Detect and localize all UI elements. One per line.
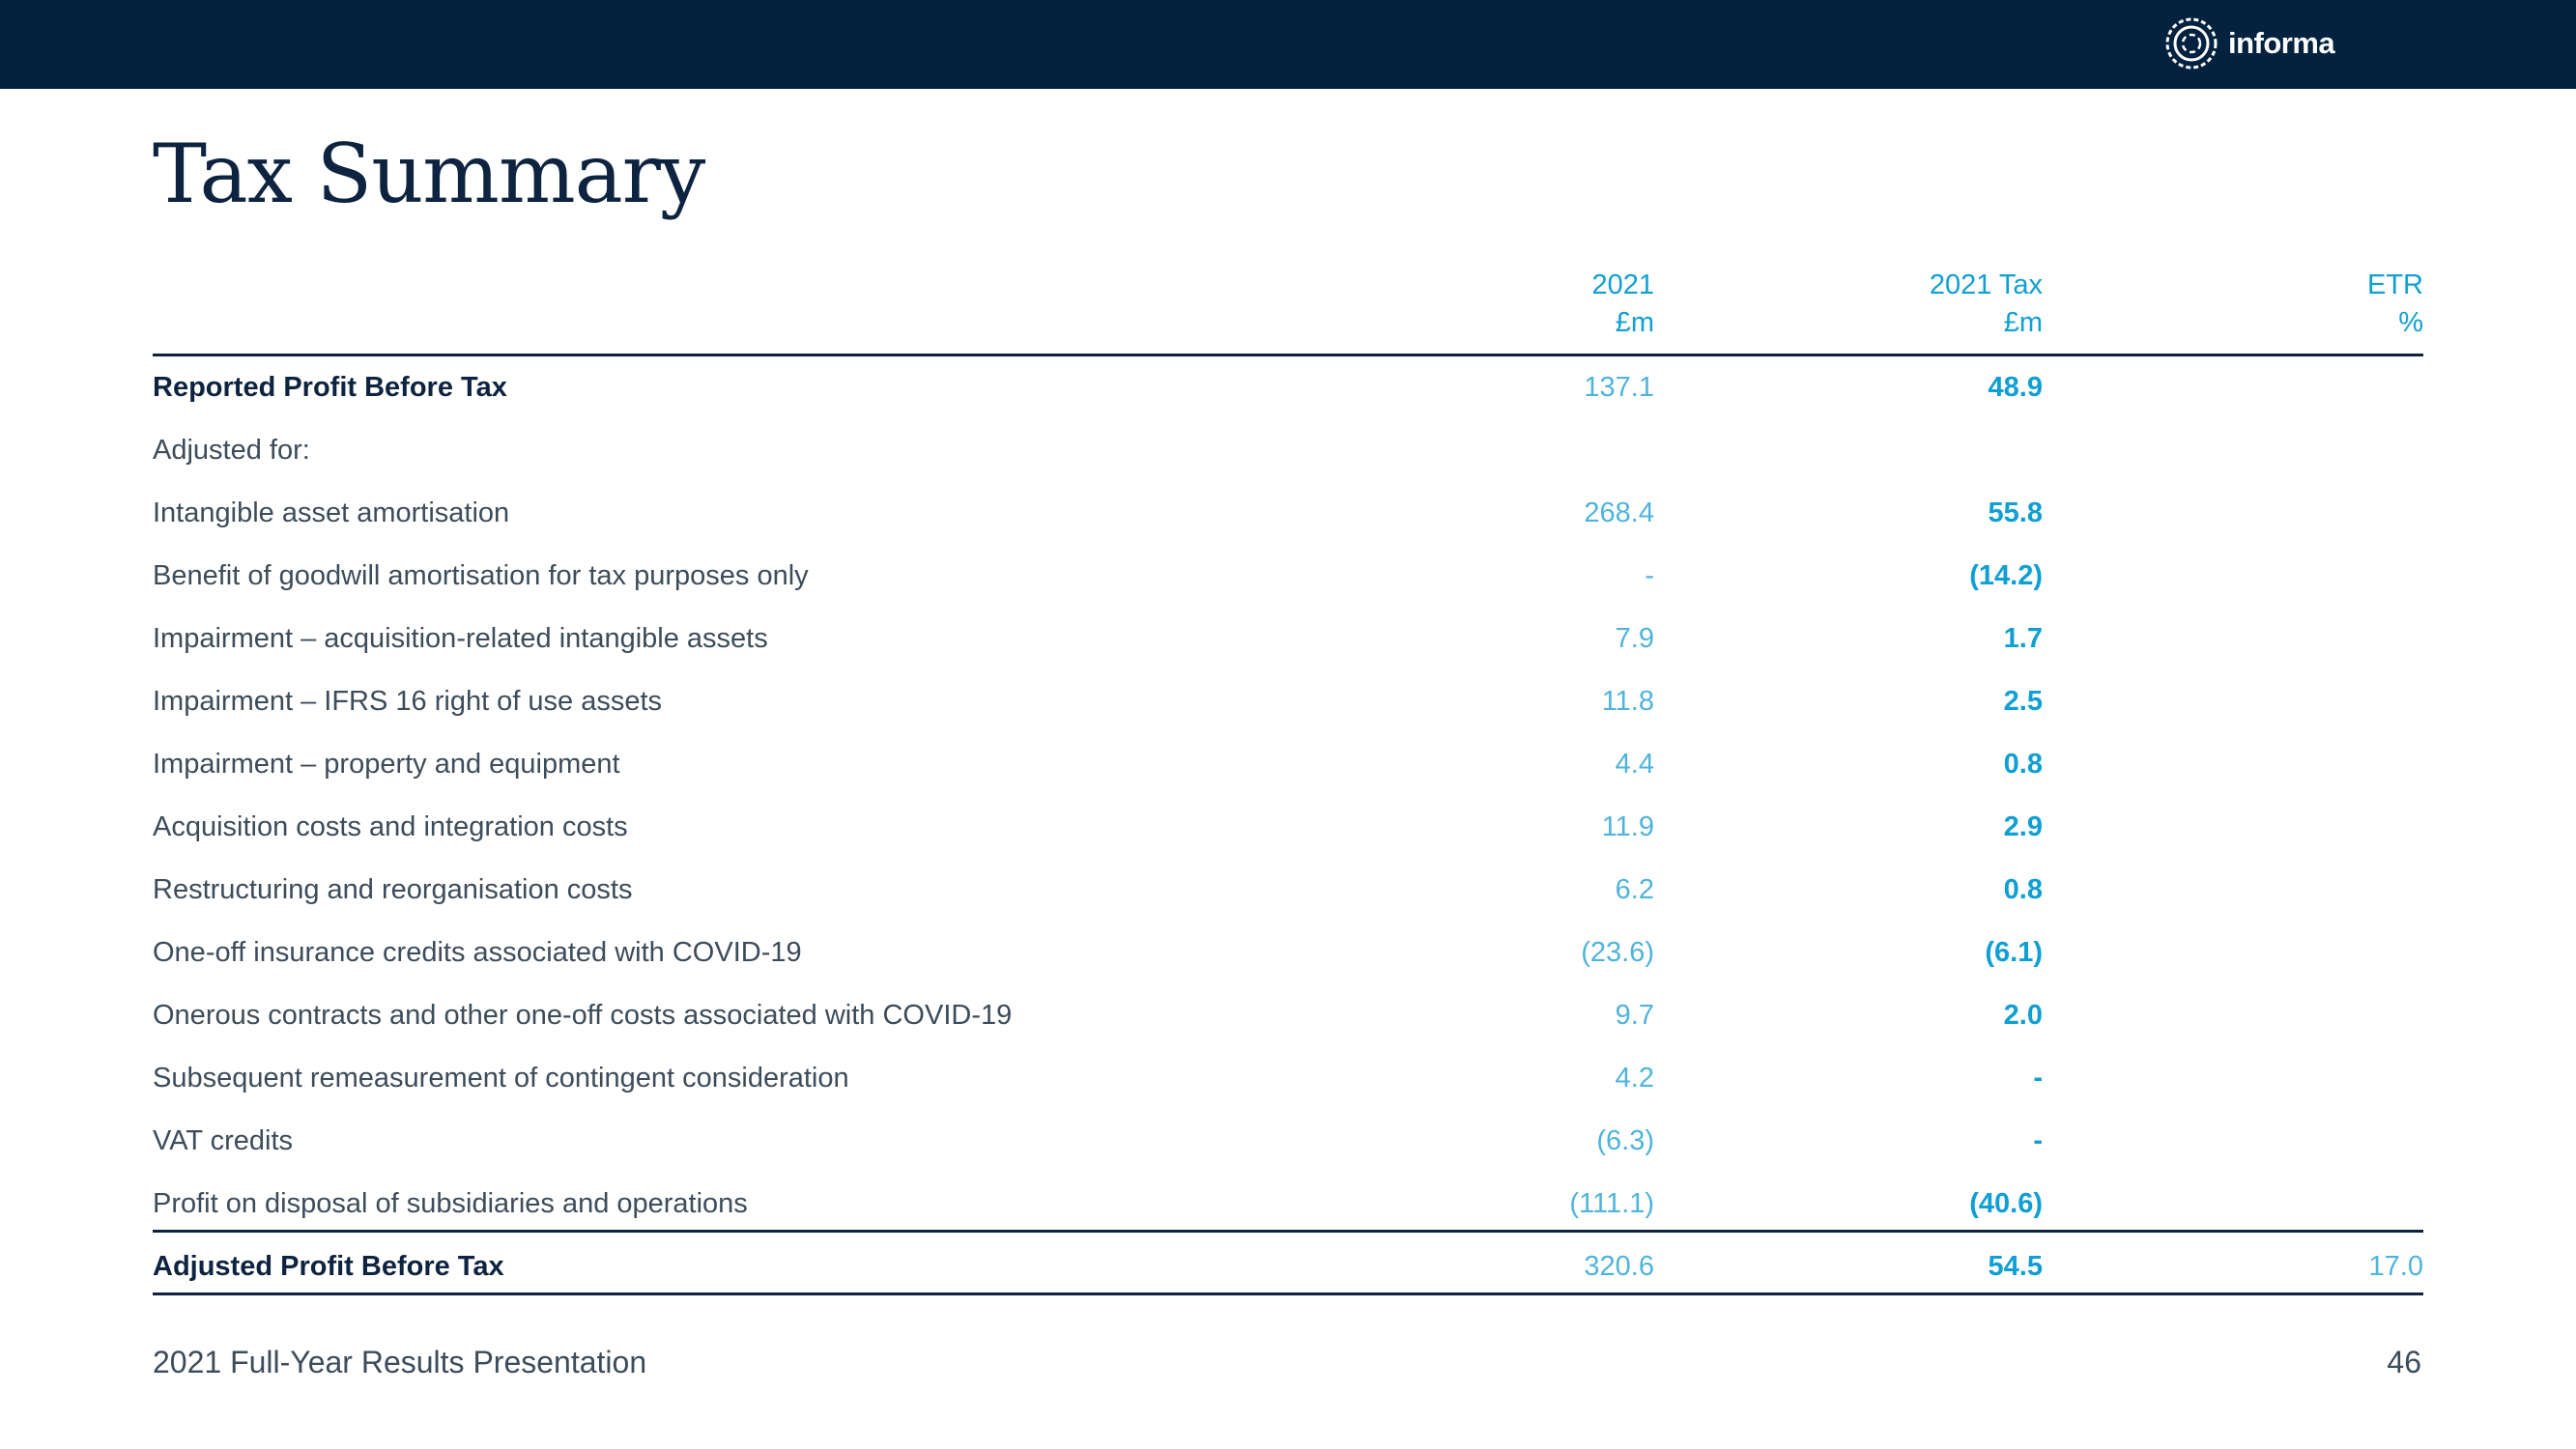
column-header-2021 bbox=[1449, 267, 1654, 342]
column-header-2021-unit: £m bbox=[1615, 307, 1654, 338]
value-etr bbox=[2222, 922, 2423, 984]
table-row bbox=[0, 922, 2576, 984]
value-etr bbox=[2222, 733, 2423, 796]
table-row bbox=[0, 796, 2576, 859]
column-header-2021-tax-label: 2021 Tax bbox=[1929, 270, 2043, 300]
page-title: Tax Summary bbox=[153, 127, 705, 221]
footer-text: 2021 Full-Year Results Presentation bbox=[153, 1345, 647, 1379]
table-row bbox=[0, 1047, 2576, 1110]
value-2021: 7.9 bbox=[1615, 623, 1654, 654]
value-2021-tax: 1.7 bbox=[2003, 623, 2043, 654]
value-2021-tax: 2.9 bbox=[2003, 811, 2043, 842]
value-2021: 11.9 bbox=[1601, 811, 1654, 842]
row-label: Benefit of goodwill amortisation for tax purposes only bbox=[153, 560, 809, 591]
table-row bbox=[0, 608, 2576, 670]
value-etr bbox=[2222, 1047, 2423, 1110]
value-etr bbox=[2222, 356, 2423, 419]
value-2021-tax: 0.8 bbox=[2003, 874, 2043, 905]
value-etr bbox=[2222, 984, 2423, 1047]
logo-text: informa bbox=[2228, 26, 2335, 60]
column-header-2021-tax bbox=[1836, 267, 2043, 342]
value-2021: (23.6) bbox=[1581, 937, 1654, 968]
header-bar bbox=[0, 0, 2576, 89]
value-etr bbox=[2222, 482, 2423, 545]
value-etr bbox=[2222, 859, 2423, 922]
value-2021: - bbox=[1645, 560, 1654, 591]
value-2021: 11.8 bbox=[1601, 686, 1654, 717]
value-2021-tax: 2.0 bbox=[2003, 1000, 2043, 1031]
value-2021-tax: (6.1) bbox=[1985, 937, 2043, 968]
value-2021-tax: 54.5 bbox=[1988, 1251, 2043, 1282]
row-label: Impairment – property and equipment bbox=[153, 749, 620, 780]
value-2021: 9.7 bbox=[1615, 1000, 1654, 1031]
value-etr bbox=[2222, 419, 2423, 482]
value-etr bbox=[2222, 608, 2423, 670]
informa-logo bbox=[2164, 14, 2334, 73]
table-row bbox=[0, 1110, 2576, 1173]
informa-logo-icon bbox=[2164, 16, 2218, 71]
value-2021: (6.3) bbox=[1596, 1125, 1654, 1156]
page-number: 46 bbox=[2387, 1345, 2421, 1379]
table-row-adjusted-profit-total bbox=[0, 1236, 2576, 1298]
row-label: Subsequent remeasurement of contingent consideration bbox=[153, 1063, 849, 1094]
value-etr bbox=[2222, 545, 2423, 608]
value-2021: 6.2 bbox=[1615, 874, 1654, 905]
value-etr bbox=[2222, 670, 2423, 733]
tax-summary-table bbox=[0, 356, 2576, 1298]
table-row bbox=[0, 859, 2576, 922]
value-2021: 137.1 bbox=[1584, 372, 1654, 403]
row-label: VAT credits bbox=[153, 1125, 294, 1156]
column-header-2021-year: 2021 bbox=[1591, 270, 1654, 300]
value-2021-tax bbox=[1836, 419, 2043, 482]
table-row bbox=[0, 733, 2576, 796]
row-label: Adjusted Profit Before Tax bbox=[153, 1251, 504, 1282]
value-etr bbox=[2222, 1173, 2423, 1236]
column-header-etr-unit: % bbox=[2398, 307, 2423, 338]
row-label: Adjusted for: bbox=[153, 435, 310, 466]
row-label: Restructuring and reorganisation costs bbox=[153, 874, 633, 905]
table-row-adjusted-for bbox=[0, 419, 2576, 482]
value-etr bbox=[2222, 1110, 2423, 1173]
value-2021-tax: 48.9 bbox=[1988, 372, 2043, 403]
table-row bbox=[0, 545, 2576, 608]
row-label: Impairment – acquisition-related intangible assets bbox=[153, 623, 768, 654]
value-2021: 4.4 bbox=[1615, 749, 1654, 780]
table-row bbox=[0, 984, 2576, 1047]
value-2021-tax: 2.5 bbox=[2003, 686, 2043, 717]
value-2021-tax: 55.8 bbox=[1988, 497, 2043, 528]
table-row bbox=[0, 482, 2576, 545]
table-row bbox=[0, 1173, 2576, 1236]
value-2021-tax: - bbox=[2033, 1063, 2043, 1094]
table-row bbox=[0, 670, 2576, 733]
table-row-reported-profit bbox=[0, 356, 2576, 419]
row-label: Acquisition costs and integration costs bbox=[153, 811, 628, 842]
value-2021: 4.2 bbox=[1615, 1063, 1654, 1094]
row-label: Onerous contracts and other one-off costs associated with COVID-19 bbox=[153, 1000, 1013, 1031]
value-etr bbox=[2222, 796, 2423, 859]
value-2021-tax: 0.8 bbox=[2003, 749, 2043, 780]
row-label: Profit on disposal of subsidiaries and operations bbox=[153, 1188, 748, 1219]
column-header-2021-tax-unit: £m bbox=[2003, 307, 2043, 338]
column-header-etr-label: ETR bbox=[2367, 270, 2423, 300]
value-2021-tax: (40.6) bbox=[1969, 1188, 2043, 1219]
value-2021: 268.4 bbox=[1584, 497, 1654, 528]
value-2021: 320.6 bbox=[1584, 1251, 1654, 1282]
value-2021 bbox=[1449, 419, 1654, 482]
row-label: One-off insurance credits associated with COVID-19 bbox=[153, 937, 802, 968]
column-header-etr bbox=[2222, 267, 2423, 342]
row-label: Reported Profit Before Tax bbox=[153, 372, 507, 403]
value-2021-tax: (14.2) bbox=[1969, 560, 2043, 591]
row-label: Intangible asset amortisation bbox=[153, 497, 510, 528]
value-2021: (111.1) bbox=[1569, 1188, 1654, 1219]
value-etr: 17.0 bbox=[2368, 1251, 2423, 1282]
row-label: Impairment – IFRS 16 right of use assets bbox=[153, 686, 663, 717]
value-2021-tax: - bbox=[2033, 1125, 2043, 1156]
